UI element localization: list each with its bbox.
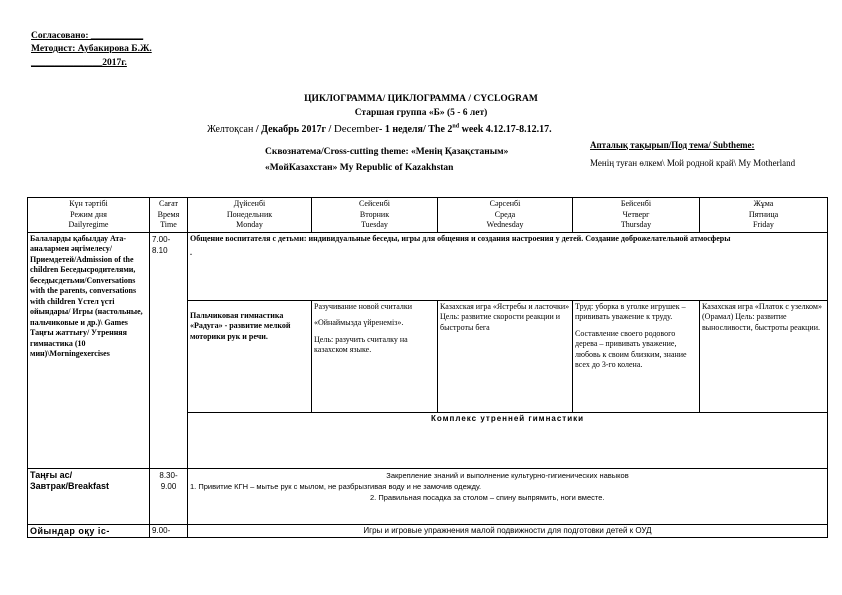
theme-line-1: Сквознатема/Cross-cutting theme: «Менің Қазақстаным» <box>265 147 509 157</box>
week-ru: / Декабрь 2017г / <box>255 124 332 135</box>
time-admission: 7.00-8.10 <box>150 232 188 468</box>
col-header-tuesday: Сейсенбі Вторник Tuesday <box>312 198 438 233</box>
tuesday-activity: Разучивание новой считалки «Ойнаймызда үйренеміз». Цель: разучить считалку на казахском языке. <box>312 300 438 412</box>
thursday-activity: Труд: уборка в уголке игрушек – прививать уважение к труду. Составление своего родового дерева – прививать уважение, любовь к своим близким, знание всех до 3-го колена. <box>573 300 700 412</box>
regime-games: Ойындар оқу іс- <box>28 524 150 538</box>
monday-activity: Пальчиковая гимнастика «Радуга» - развитие мелкой моторики рук и речи. <box>188 300 312 412</box>
subtheme-value: Менің туған өлкем\ Мой родной край\ My Motherland <box>590 158 796 168</box>
time-games: 9.00- <box>150 524 188 538</box>
table-row <box>28 524 828 538</box>
games-description: Игры и игровые упражнения малой подвижности для подготовки детей к ОУД <box>188 524 828 538</box>
schedule-table <box>27 197 828 538</box>
col-header-friday: Жұма Пятница Friday <box>700 198 828 233</box>
week-sup: nd <box>452 123 460 130</box>
col-header-thursday: Бейсенбі Четверг Thursday <box>573 198 700 233</box>
document-title: ЦИКЛОГРАММА/ ЦИКЛОГРАММА / CYCLOGRAM <box>304 94 538 104</box>
week-en: December <box>333 123 380 135</box>
week-kz: Желтоқсан <box>207 124 254 135</box>
table-row <box>28 468 828 524</box>
week-line <box>207 123 552 135</box>
year-line: _______________2017г. <box>31 58 127 68</box>
col-header-time: Сағат Время Time <box>150 198 188 233</box>
regime-breakfast: Таңғы ас/ Завтрак/Breakfast <box>28 468 150 524</box>
time-breakfast: 8.30-9.00 <box>150 468 188 524</box>
group-title: Старшая группа «Б» (5 - 6 лет) <box>354 108 488 118</box>
morning-exercise-complex: Комплекс утренней гимнастики <box>188 412 828 468</box>
col-header-monday: Дүйсенбі Понедельник Monday <box>188 198 312 233</box>
col-header-regime: Күн тәртібі Режим дня Dailyregime <box>28 198 150 233</box>
regime-admission: Балаларды қабылдау Ата-аналармен әңгімелесу/ Приемдетей/Admission of the children Беседысродителями, беседысдетьми/Conversations with the parents, conversations with children Үстел үсті ойындары/ Игры (настольные, пальчиковые и др.)\ Games Таңғы жаттығу/ Утренняя гимнастика (10 мин)\Morningexercises <box>28 232 150 468</box>
subtheme-label: Апталық тақырып/Под тема/ Subtheme: <box>590 140 755 150</box>
friday-activity: Казахская игра «Платок с узелком» (Орамал) Цель: развитие выносливости, быстроты реакции. <box>700 300 828 412</box>
general-communication: Общение воспитателя с детьми: индивидуальные беседы, игры для общения и создания настроения у детей. Создание доброжелательной атмосферы . <box>188 232 828 300</box>
breakfast-description: Закрепление знаний и выполнение культурно-гигиенических навыков 1. Привитие КГН – мытье рук с мылом, не разбрызгивая воду и не замочив одежду. 2. Правильная посадка за столом – спину выпрямить, ноги вместе. <box>188 468 828 524</box>
table-row <box>28 232 828 300</box>
table-header-row <box>28 198 828 233</box>
week-tail: week 4.12.17-8.12.17. <box>459 124 552 135</box>
methodist-line: Методист: Аубакирова Б.Ж. <box>31 44 152 54</box>
wednesday-activity: Казахская игра «Ястребы и ласточки» Цель: развитие скорости реакции и быстроты бега <box>438 300 573 412</box>
col-header-wednesday: Сәрсенбі Среда Wednesday <box>438 198 573 233</box>
theme-line-2: «МойКазахстан» My Republic of Kazakhstan <box>265 163 454 173</box>
approval-line: Согласовано: ___________ <box>31 31 144 41</box>
week-rest: - 1 неделя/ The 2 <box>379 124 453 135</box>
